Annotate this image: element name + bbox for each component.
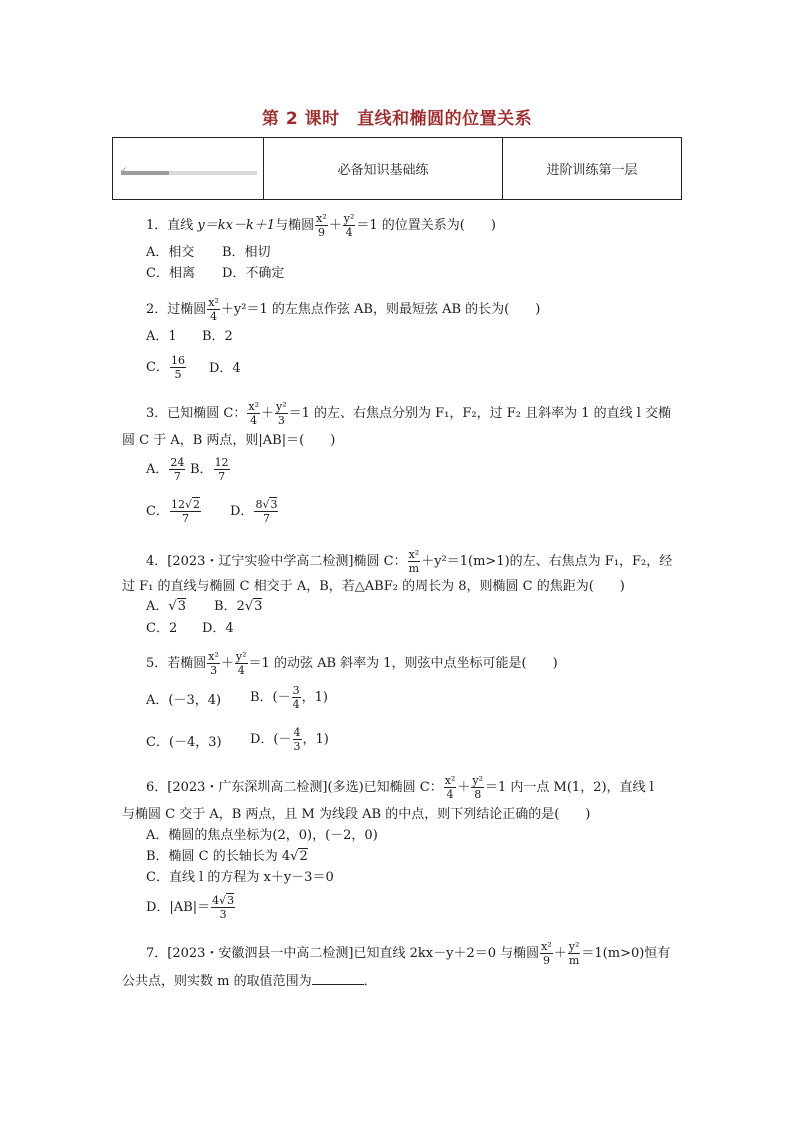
q1-option-d[interactable]: D．不确定: [222, 266, 285, 281]
question-1: 1．直线 y＝kx－k＋1与椭圆 $\frac{\text{x²}}{9}$ ＋ $\frac{\text{y²}}{4}$ ＝1 的位置关系为( ): [146, 212, 496, 239]
q6-option-a[interactable]: A．椭圆的焦点坐标为(2，0)，(－2，0): [146, 828, 378, 843]
q3-option-c[interactable]: C． $\frac{12√2}{7}$: [146, 498, 200, 525]
q5-option-d[interactable]: D．(－ $\frac{4}{3}$ ，1): [250, 726, 329, 753]
question-6-line-2: 与椭圆 C 交于 A，B 两点，且 M 为线段 AB 的中点，则下列结论正确的是( ): [122, 807, 591, 822]
q1-option-a[interactable]: A．相交: [146, 245, 195, 260]
q4-option-d[interactable]: D．4: [202, 621, 234, 636]
q2-option-c[interactable]: C． $\frac{16}{5}$: [146, 354, 185, 381]
answer-blank[interactable]: [312, 972, 364, 985]
q5-option-c[interactable]: C．(－4，3): [146, 735, 222, 750]
q6-option-c[interactable]: C．直线 l 的方程为 x＋y－3＝0: [146, 870, 334, 885]
question-7: 7．[2023・安徽泗县一中高二检测]已知直线 2kx－y＋2＝0 与椭圆 $\frac{\text{x²}}{9}$ ＋ $\frac{\text{y²}}{m}$ ＝1(m>0)恒有: [146, 940, 671, 967]
q6-option-b[interactable]: B．椭圆 C 的长轴长为 4√2: [146, 849, 308, 864]
question-7-line-2: 公共点，则实数 m 的取值范围为 ．: [122, 974, 377, 989]
q4-option-c[interactable]: C．2: [146, 621, 178, 636]
page-title: 第 2 课时 直线和椭圆的位置关系: [261, 109, 533, 129]
header-level-label: 进阶训练第一层: [546, 163, 638, 178]
q3-option-a[interactable]: A． $\frac{24}{7}$: [146, 456, 185, 483]
question-3: 3．已知椭圆 C： $\frac{\text{x²}}{4}$ ＋ $\frac{\text{y²}}{3}$ ＝1 的左、右焦点分别为 F₁，F₂，过 F₂ 且斜率为 1 的直线 l 交椭: [146, 400, 672, 427]
q2-option-b[interactable]: B．2: [202, 329, 233, 344]
q4-option-b[interactable]: B．2√3: [214, 599, 263, 614]
question-4: 4．[2023・辽宁实验中学高二检测]椭圆 C： $\frac{\text{x²}}{m}$ ＋y²＝1(m>1)的左、右焦点为 F₁，F₂，经: [146, 548, 673, 575]
question-5: 5．若椭圆 $\frac{\text{x²}}{3}$ ＋ $\frac{\text{y²}}{4}$ ＝1 的动弦 AB 斜率为 1，则弦中点坐标可能是( ): [146, 650, 558, 677]
q4-option-a[interactable]: A．√3: [146, 599, 186, 614]
q2-option-d[interactable]: D．4: [209, 361, 241, 376]
q5-option-b[interactable]: B．(－ $\frac{3}{4}$ ，1): [250, 684, 328, 711]
q3-option-d[interactable]: D． $\frac{8√3}{7}$: [230, 498, 278, 525]
question-3-line-2: 圆 C 于 A，B 两点，则|AB|＝( ): [122, 433, 336, 448]
q6-option-d[interactable]: D．|AB|＝ $\frac{4√3}{3}$: [146, 894, 235, 921]
header-practice-label: 必备知识基础练: [264, 138, 503, 199]
question-2: 2．过椭圆 $\frac{\text{x²}}{4}$ ＋y²＝1 的左焦点作弦 AB，则最短弦 AB 的长为( ): [146, 296, 541, 323]
q3-option-b[interactable]: B． $\frac{12}{7}$: [190, 456, 229, 483]
q2-option-a[interactable]: A．1: [146, 329, 177, 344]
q1-option-b[interactable]: B．相切: [222, 245, 271, 260]
q5-option-a[interactable]: A．(－3，4): [146, 693, 222, 708]
question-4-line-2: 过 F₁ 的直线与椭圆 C 相交于 A，B，若△ABF₂ 的周长为 8，则椭圆 C 的焦距为( ): [122, 579, 625, 594]
q1-option-c[interactable]: C．相离: [146, 266, 195, 281]
question-6: 6．[2023・广东深圳高二检测](多选)已知椭圆 C： $\frac{\text{x²}}{4}$ ＋ $\frac{\text{y²}}{8}$ ＝1 内一点 M(1，2)，直线 l: [146, 774, 654, 801]
